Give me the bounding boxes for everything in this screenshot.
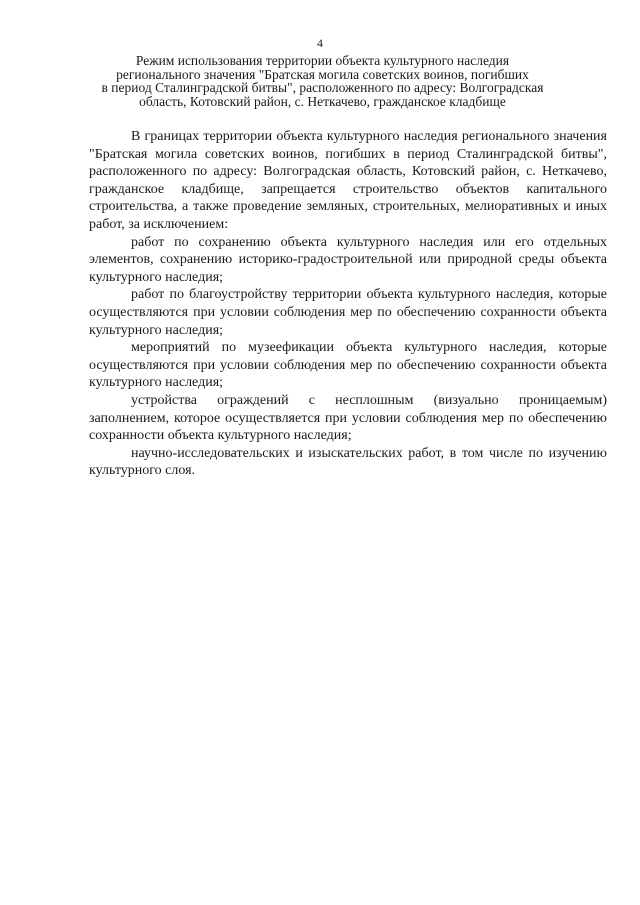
title-line: область, Котовский район, с. Неткачево, гражданское кладбище [139,93,506,109]
document-body [89,128,607,480]
intro-paragraph: В границах территории объекта культурного наследия регионального значения "Братская могила советских воинов, погибших в период Сталинградской битвы", расположенного по адресу: Волгоградская область, Котовский район, с. Неткачево, гражданское кладбище, запрещается строительство объектов капитального строительства, а также проведение земляных, строительных, мелиоративных и иных работ, за исключением: [89,129,607,232]
exception-item: научно-исследовательских и изыскательских работ, в том числе по изучению культурного слоя. [89,445,607,479]
title-line: регионального значения "Братская могила советских воинов, погибших [116,66,529,82]
exception-item: устройства ограждений с несплошным (визуально проницаемым) заполнением, которое осуществляется при условии соблюдения мер по обеспечению сохранности объекта культурного наследия; [89,392,607,444]
title-line: в период Сталинградской битвы", расположенного по адресу: Волгоградская [101,80,544,95]
exception-item: работ по сохранению объекта культурного наследия или его отдельных элементов, сохранению историко-градостроительной или природной среды объекта культурного наследия; [89,234,607,285]
exception-item: работ по благоустройству территории объекта культурного наследия, которые осуществляются при условии соблюдения мер по обеспечению сохранности объекта культурного наследия; [89,287,607,338]
page-number: 4 [317,36,323,50]
title-line: Режим использования территории объекта культурного наследия [135,53,510,68]
exception-item: мероприятий по музеефикации объекта культурного наследия, которые осуществляются при условии соблюдения мер по обеспечению сохранности объекта культурного наследия; [89,340,607,391]
document-title [95,54,550,108]
